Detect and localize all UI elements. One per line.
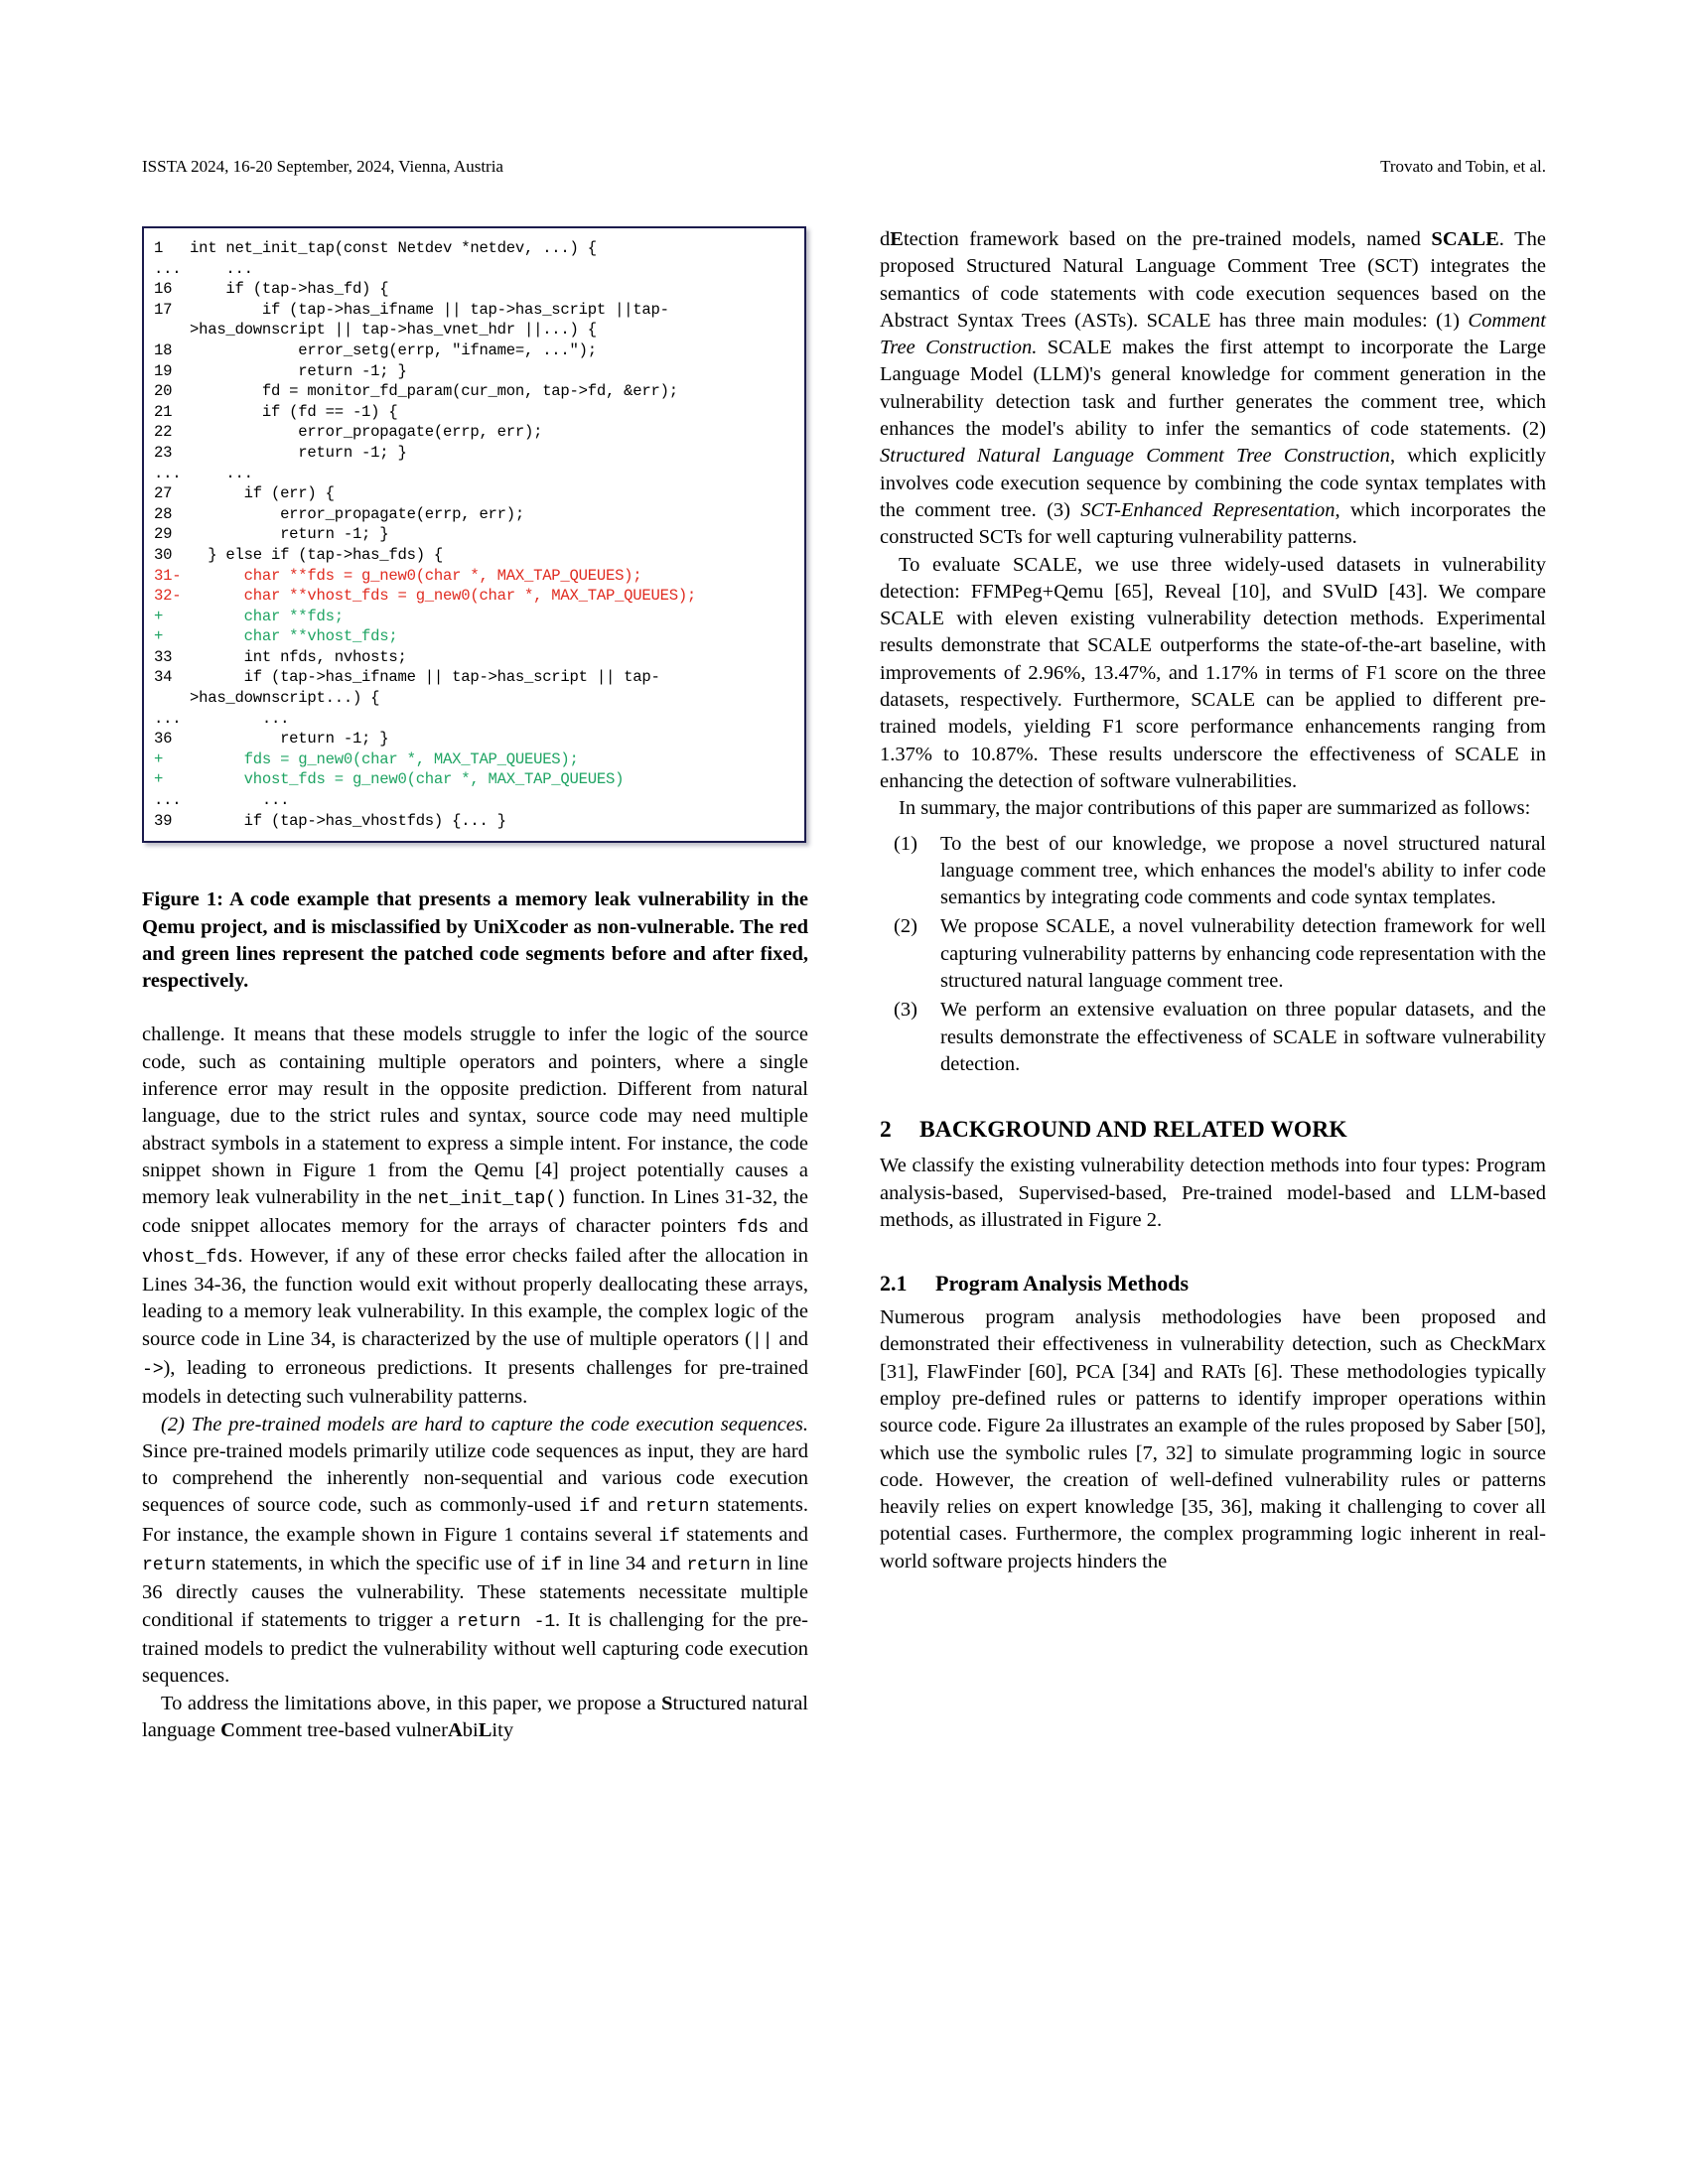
acronym-letter-l: L — [478, 1718, 492, 1741]
inline-code-oror: || — [751, 1330, 774, 1351]
code-line-text: error_propagate(errp, err); — [190, 504, 524, 523]
code-line — [154, 279, 796, 300]
contribution-text: We perform an extensive evaluation on three popular datasets, and the results demonstrate the effectiveness of SCALE in software vulnerability detection. — [940, 999, 1546, 1075]
code-line — [154, 524, 796, 545]
code-line-number: 23 — [154, 443, 173, 462]
code-line-text: char **vhost_fds = g_new0(char *, MAX_TAP_QUEUES); — [190, 587, 697, 606]
code-line — [154, 790, 796, 811]
code-line — [154, 688, 796, 709]
code-line-number: + — [154, 607, 164, 625]
inline-code-return-3: return — [686, 1556, 751, 1576]
code-line-number: 30 — [154, 545, 173, 564]
inline-code-if-2: if — [658, 1526, 680, 1547]
code-line — [154, 750, 796, 770]
contributions-list — [880, 831, 1546, 1079]
module-name-comment-tree-construction: Comment Tree Construction. — [880, 309, 1546, 359]
paragraph-lead-italic: (2) The pre-trained models are hard to capture the code execution sequences. — [161, 1413, 808, 1435]
code-line-text: } else if (tap->has_fds) { — [190, 545, 444, 564]
code-line-number: 33 — [154, 647, 173, 666]
section-2-1-title: Program Analysis Methods — [935, 1271, 1190, 1297]
module-name-sct-construction: Structured Natural Language Comment Tree Construction — [880, 445, 1390, 468]
code-line — [154, 300, 796, 321]
text-run: To address the limitations above, in this paper, we propose a — [161, 1692, 662, 1714]
code-line — [154, 709, 796, 730]
section-2-title: BACKGROUND AND RELATED WORK — [919, 1117, 1347, 1144]
text-run: and — [773, 1327, 808, 1350]
code-line — [154, 566, 796, 587]
code-line-text: if (err) { — [190, 484, 335, 503]
text-run: ), leading to erroneous predictions. It presents challenges for pre-trained models in detecting such vulnerability patterns. — [142, 1356, 808, 1409]
code-line — [154, 545, 796, 566]
code-line-number: ... — [154, 709, 182, 728]
code-line-number: 34 — [154, 668, 173, 687]
text-run: function. In Lines 31-32, the code snippet allocates memory for the arrays of character pointers — [142, 1186, 809, 1238]
text-run: , which incorporates the constructed SCTs for well capturing vulnerability patterns. — [880, 498, 1546, 549]
text-run: . The proposed Structured Natural Language Comment Tree (SCT) integrates the semantics of code statements with code execution sequences based on the Abstract Syntax Trees (ASTs). SCALE has three main modules: (1) — [880, 228, 1546, 332]
running-head — [142, 157, 1546, 177]
code-line-number: 39 — [154, 811, 173, 830]
code-line — [154, 769, 796, 790]
paragraph-program-analysis: Numerous program analysis methodologies have been proposed and demonstrated their effectiveness in vulnerability detection, such as CheckMarx [31], FlawFinder [60], PCA [34] and RATs [6]. These methodologies typically employ pre-defined rules or patterns to identify improper operations within source code. Figure 2a illustrates an example of the rules proposed by Saber [50], which use the symbolic rules [7, 32] to simulate programming logic in source code. However, the creation of well-defined vulnerability rules or patterns heavily relies on expert knowledge [35, 36], making it challenging to cover all potential cases. Furthermore, the complex programming logic inherent in real-world software projects hinders the — [880, 1306, 1546, 1572]
section-2-1-number: 2.1 — [880, 1271, 908, 1297]
code-line — [154, 811, 796, 832]
code-line-number: ... — [154, 259, 182, 278]
code-line-number: 36 — [154, 730, 173, 749]
text-run: in line 34 and — [561, 1553, 687, 1575]
code-line-number: + — [154, 770, 164, 789]
code-line — [154, 586, 796, 607]
acronym-letter-s: S — [661, 1692, 673, 1714]
inline-code-if-1: if — [579, 1497, 601, 1518]
inline-code-return-minus-1: return -1 — [457, 1611, 556, 1632]
text-run: , which explicitly involves code execution sequence by combining the code syntax templates with the comment tree. (3) — [880, 445, 1546, 521]
code-line-text: error_propagate(errp, err); — [190, 423, 543, 442]
framework-name-scale: SCALE — [1431, 228, 1499, 250]
code-line-text: return -1; } — [190, 525, 389, 544]
text-run: statements. For instance, the example shown in Figure 1 contains several — [142, 1494, 808, 1546]
code-line — [154, 381, 796, 402]
code-line — [154, 464, 796, 484]
code-line-number: 32- — [154, 587, 182, 606]
code-line-text: if (tap->has_vhostfds) {... } — [190, 811, 506, 830]
code-line-number: ... — [154, 791, 182, 810]
module-name-sct-enhanced-representation: SCT-Enhanced Representation — [1080, 498, 1336, 521]
code-line — [154, 504, 796, 525]
code-line — [154, 259, 796, 280]
code-line-number: + — [154, 627, 164, 646]
code-line — [154, 626, 796, 647]
text-run: . It is challenging for the pre-trained models to predict the vulnerability without well capturing code execution sequences. — [142, 1608, 808, 1688]
code-line-number: 28 — [154, 504, 173, 523]
text-run: Since pre-trained models primarily utilize code sequences as input, they are hard to comprehend the inherently non-sequential and various code execution sequences of source code, such as commonly-used — [142, 1439, 808, 1517]
code-line-text: return -1; } — [190, 443, 407, 462]
paragraph-section-2-intro: We classify the existing vulnerability detection methods into four types: Program analysis-based, Supervised-based, Pre-trained model-based and LLM-based methods, as illustrated in Figure 2. — [880, 1155, 1546, 1231]
code-line — [154, 402, 796, 423]
code-listing — [154, 238, 796, 831]
code-line-text: if (fd == -1) { — [190, 402, 398, 421]
contribution-item — [880, 997, 1546, 1078]
contribution-marker: (2) — [894, 915, 917, 938]
running-head-left: ISSTA 2024, 16-20 September, 2024, Vienna, Austria — [142, 157, 503, 176]
contribution-marker: (1) — [894, 832, 917, 855]
code-line — [154, 361, 796, 382]
code-line — [154, 607, 796, 627]
code-line-text: ... — [190, 709, 290, 728]
section-2-heading — [880, 1116, 1546, 1144]
contribution-item — [880, 913, 1546, 995]
code-line — [154, 667, 796, 688]
code-line-text: char **vhost_fds; — [190, 627, 398, 646]
code-line-text: ... — [190, 259, 253, 278]
code-line — [154, 443, 796, 464]
code-line — [154, 238, 796, 259]
code-line-number: 27 — [154, 484, 173, 503]
inline-code-fds: fds — [736, 1218, 770, 1239]
text-run: statements, in which the specific use of — [206, 1553, 541, 1575]
code-line-text: >has_downscript...) { — [190, 689, 380, 708]
code-line-number: 19 — [154, 361, 173, 380]
section-2-number: 2 — [880, 1117, 892, 1144]
code-line-text: int net_init_tap(const Netdev *netdev, ...) { — [190, 239, 597, 257]
text-run: tructured natural language — [142, 1692, 808, 1741]
contribution-item — [880, 831, 1546, 912]
text-run: SCALE makes the first attempt to incorporate the Large Language Model (LLM)'s general knowledge for comment generation in the vulnerability detection task and further generates the comment tree, which enhances the model's ability to infer the semantics of code statements. (2) — [880, 337, 1546, 441]
paragraph-scale-acronym — [142, 1691, 808, 1745]
paragraph-execution-sequences — [142, 1412, 808, 1691]
contribution-text: We propose SCALE, a novel vulnerability detection framework for well capturing vulnerability patterns by enhancing code representation with the structured natural language comment tree. — [940, 915, 1546, 993]
acronym-letter-a: A — [447, 1718, 463, 1741]
paragraph-evaluation: To evaluate SCALE, we use three widely-used datasets in vulnerability detection: FFMPeg+Qemu [65], Reveal [10], and SVulD [43]. We compare SCALE with eleven existing vulnerability detection methods. Experimental results demonstrate that SCALE outperforms the state-of-the-art baseline, with improvements of 2.96%, 13.47%, and 1.17% in terms of F1 score on the three datasets, respectively. Furthermore, SCALE can be applied to different pre-trained models, yielding F1 score performance enhancements ranging from 1.37% to 10.87%. These results underscore the effectiveness of SCALE in enhancing the detection of software vulnerabilities. — [880, 553, 1546, 792]
inline-code-return-2: return — [142, 1556, 207, 1576]
inline-code-arrow: -> — [142, 1359, 164, 1380]
left-column — [142, 226, 808, 1993]
figure-1-code-box — [142, 226, 806, 843]
section-2-1-heading — [880, 1270, 1546, 1297]
text-run: statements and — [679, 1523, 808, 1546]
code-line-number: 16 — [154, 280, 173, 299]
code-line-number: 29 — [154, 525, 173, 544]
figure-1-caption: Figure 1: A code example that presents a memory leak vulnerability in the Qemu project, and is misclassified by UniXcoder as non-vulnerable. The red and green lines represent the patched code segments before and after fixed, respectively. — [142, 888, 808, 993]
code-line-text: return -1; } — [190, 730, 389, 749]
inline-code-vhost-fds: vhost_fds — [142, 1247, 238, 1268]
acronym-letter-e: E — [890, 228, 904, 250]
code-line-number: 1 — [154, 239, 164, 257]
code-line-number: 17 — [154, 300, 173, 319]
code-line-text: char **fds; — [190, 607, 344, 625]
right-column — [880, 226, 1546, 1993]
text-run: ity — [492, 1718, 514, 1741]
code-line-number: 20 — [154, 382, 173, 401]
code-line — [154, 483, 796, 504]
code-line-number: ... — [154, 464, 182, 482]
code-line-text: fds = g_new0(char *, MAX_TAP_QUEUES); — [190, 750, 579, 768]
paragraph-challenge — [142, 1022, 808, 1411]
text-run: d — [880, 228, 891, 250]
code-line-text: vhost_fds = g_new0(char *, MAX_TAP_QUEUES) — [190, 770, 625, 789]
text-run: bi — [462, 1718, 479, 1741]
code-line-number: 22 — [154, 423, 173, 442]
code-line-number: + — [154, 750, 164, 768]
text-run: and — [769, 1215, 808, 1238]
code-line-text: if (tap->has_ifname || tap->has_script ||tap- — [190, 300, 669, 319]
code-line-text: ... — [190, 791, 290, 810]
text-run: and — [600, 1494, 646, 1517]
two-column-body — [142, 226, 1546, 1993]
code-line-text: >has_downscript || tap->has_vnet_hdr ||...) { — [190, 321, 597, 340]
text-run: challenge. It means that these models struggle to infer the logic of the source code, such as containing multiple operators and pointers, where a single inference error may result in the opposite prediction. Different from natural language, due to the strict rules and syntax, source code may need multiple abstract symbols in a statement to express a simple intent. For instance, the code snippet shown in — [142, 1024, 808, 1181]
code-line-text: ... — [190, 464, 253, 482]
code-line-text: if (tap->has_ifname || tap->has_script || tap- — [190, 668, 660, 687]
code-line-text: if (tap->has_fd) { — [190, 280, 389, 299]
running-head-right: Trovato and Tobin, et al. — [1380, 157, 1546, 176]
code-line — [154, 422, 796, 443]
code-line — [154, 729, 796, 750]
code-line-text: return -1; } — [190, 361, 407, 380]
acronym-letter-c: C — [220, 1718, 235, 1741]
paragraph-contributions-intro: In summary, the major contributions of this paper are summarized as follows: — [899, 797, 1531, 820]
code-line — [154, 320, 796, 341]
text-run: in line 36 directly causes the vulnerability. These statements necessitate multiple conditional if statements to trigger a — [142, 1553, 808, 1631]
contribution-text: To the best of our knowledge, we propose a novel structured natural language comment tree, which enhances the model's ability to infer code semantics by integrating code comments and code syntax templates. — [940, 832, 1546, 909]
code-line-text: char **fds = g_new0(char *, MAX_TAP_QUEUES); — [190, 566, 642, 585]
text-run: . However, if any of these error checks failed after the allocation in Lines 34-36, the function would exit without properly deallocating these arrays, leading to a memory leak vulnerability. In this example, the complex logic of the source code in Line 34, is characterized by the use of multiple operators ( — [142, 1244, 808, 1350]
inline-code-if-3: if — [540, 1556, 562, 1576]
code-line-number: 21 — [154, 402, 173, 421]
text-run: omment tree-based vulner — [234, 1718, 448, 1741]
contribution-marker: (3) — [894, 999, 917, 1022]
code-line — [154, 341, 796, 361]
code-line-number: 31- — [154, 566, 182, 585]
paragraph-scale-overview — [880, 226, 1546, 552]
inline-code-return-1: return — [645, 1497, 710, 1518]
text-run: Figure 1 from the Qemu [4] project potentially causes a memory leak vulnerability in the — [142, 1159, 809, 1209]
code-line-text: int nfds, nvhosts; — [190, 647, 407, 666]
text-run: tection framework based on the pre-trained models, named — [903, 228, 1432, 250]
inline-code-net-init-tap: net_init_tap() — [417, 1189, 567, 1210]
code-line-text: fd = monitor_fd_param(cur_mon, tap->fd, &err); — [190, 382, 678, 401]
code-line-number: 18 — [154, 341, 173, 359]
code-line-text: error_setg(errp, "ifname=, ..."); — [190, 341, 597, 359]
code-line — [154, 647, 796, 668]
